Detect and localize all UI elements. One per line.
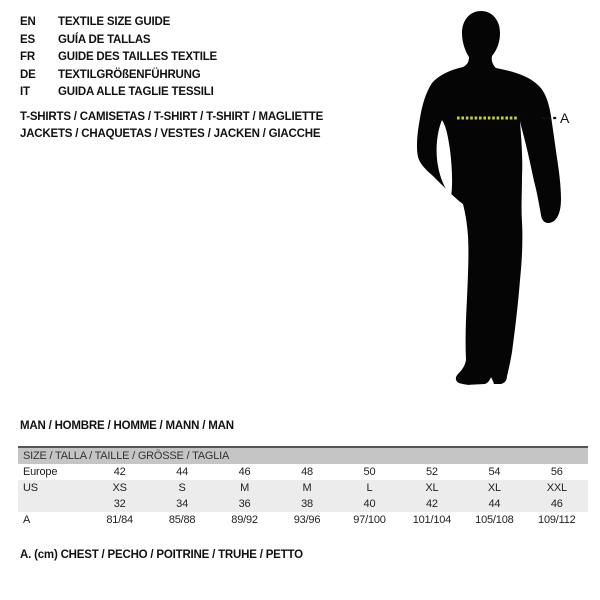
measurement-label-A: A: [560, 110, 570, 126]
man-silhouette: [417, 11, 561, 385]
table-cell: 46: [550, 498, 563, 510]
language-code: ES: [20, 33, 35, 46]
language-list: [20, 14, 217, 102]
table-row-europe: [18, 464, 588, 480]
table-cell: 34: [176, 498, 189, 510]
table-cell: 105/108: [475, 514, 514, 526]
table-cell: 44: [488, 498, 501, 510]
table-cell: 109/112: [538, 514, 576, 526]
language-label: GUIDA ALLE TAGLIE TESSILI: [58, 86, 214, 98]
table-cell: 32: [113, 498, 126, 510]
table-row-chest-a: [18, 512, 588, 528]
language-code: DE: [20, 68, 36, 81]
table-cell: 54: [488, 466, 501, 478]
table-cell: 42: [425, 498, 438, 510]
table-cell: XXL: [546, 482, 567, 494]
size-table: [18, 446, 588, 528]
table-cell: 46: [238, 466, 251, 478]
table-cell: 40: [363, 498, 376, 510]
language-row: [20, 49, 217, 67]
table-cell: 42: [113, 466, 126, 478]
garment-categories: [20, 109, 323, 143]
table-cell: 81/84: [106, 514, 133, 526]
table-cell: 97/100: [353, 514, 386, 526]
language-label: GUÍA DE TALLAS: [58, 33, 151, 46]
language-code: IT: [20, 86, 30, 98]
language-row: [20, 32, 217, 50]
table-cell: 101/104: [412, 514, 452, 526]
language-label: TEXTILGRÖßENFÜHRUNG: [58, 68, 201, 81]
row-label: Europe: [23, 466, 58, 478]
footnote-chest-measure: A. (cm) CHEST / PECHO / POITRINE / TRUHE / PETTO: [20, 549, 303, 561]
table-cell: 48: [301, 466, 313, 478]
table-cell: 50: [363, 466, 376, 478]
table-cell: S: [178, 482, 186, 494]
table-cell: L: [366, 482, 373, 494]
table-cell: XL: [487, 482, 501, 494]
section-title-man: MAN / HOMBRE / HOMME / MANN / MAN: [20, 420, 234, 432]
table-cell: 38: [301, 498, 313, 510]
table-row-us-numeric: [18, 496, 588, 512]
table-cell: 52: [425, 466, 438, 478]
category-line-tshirts: T-SHIRTS / CAMISETAS / T-SHIRT / T-SHIRT / MAGLIETTE: [20, 111, 324, 123]
language-row: [20, 67, 217, 85]
table-cell: 36: [238, 498, 251, 510]
size-table-header: SIZE / TALLA / TAILLE / GRÖSSE / TAGLIA: [18, 448, 588, 464]
table-cell: M: [240, 482, 250, 494]
language-code: EN: [20, 16, 36, 28]
language-label: TEXTILE SIZE GUIDE: [58, 16, 171, 28]
language-label: GUIDE DES TAILLES TEXTILE: [58, 51, 217, 63]
table-cell: XL: [425, 482, 439, 494]
table-cell: M: [302, 482, 312, 494]
table-cell: 93/96: [293, 514, 321, 526]
language-code: FR: [20, 51, 35, 63]
table-cell: 56: [550, 466, 563, 478]
size-guide-figure: [395, 8, 575, 390]
table-cell: 85/88: [168, 514, 196, 526]
table-cell: XS: [112, 482, 127, 494]
category-line-jackets: JACKETS / CHAQUETAS / VESTES / JACKEN / GIACCHE: [20, 128, 321, 140]
row-label: A: [23, 514, 31, 526]
table-row-us: [18, 480, 588, 496]
row-label: US: [23, 482, 38, 494]
table-cell: 89/92: [231, 514, 258, 526]
table-cell: 44: [176, 466, 189, 478]
man-silhouette-graphic: [395, 8, 575, 390]
language-row: [20, 14, 217, 32]
language-row: [20, 84, 217, 102]
row-label: [18, 496, 88, 512]
